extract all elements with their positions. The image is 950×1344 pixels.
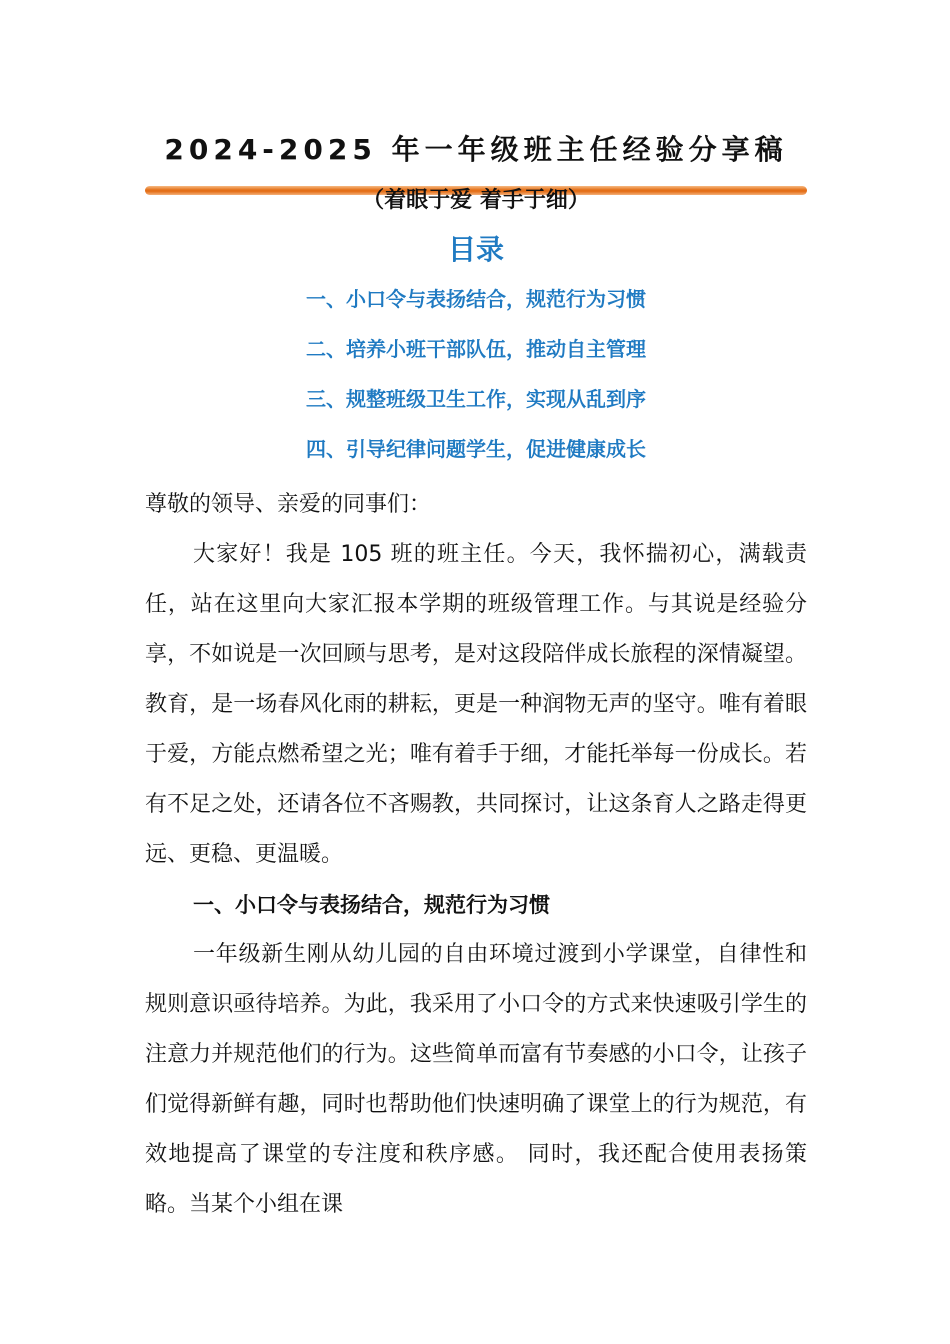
toc-item-1[interactable]: 一、小口令与表扬结合，规范行为习惯 [306,287,646,311]
document-body [145,480,807,1230]
toc-heading: 目录 [447,233,504,266]
document-subtitle: （着眼于爱 着手于细） [362,188,590,213]
toc-item-3[interactable]: 三、规整班级卫生工作，实现从乱到序 [306,387,646,411]
document-title: 2024-2025 年一年级班主任经验分享稿 [164,133,788,166]
section-1-paragraph: 一年级新生刚从幼儿园的自由环境过渡到小学课堂，自律性和规则意识亟待培养。为此，我采用了小口令的方式来快速吸引学生的注意力并规范他们的行为。这些简单而富有节奏感的小口令，让孩子们觉得新鲜有趣，同时也帮助他们快速明确了课堂上的行为规范，有效地提高了课堂的专注度和秩序感。 同时，我还配合使用表扬策略。当某个小组在课 [145,942,807,1217]
intro-paragraph: 大家好！我是 105 班的班主任。今天，我怀揣初心，满载责任，站在这里向大家汇报本学期的班级管理工作。与其说是经验分享，不如说是一次回顾与思考，是对这段陪伴成长旅程的深情凝望。教育，是一场春风化雨的耕耘，更是一种润物无声的坚守。唯有着眼于爱，方能点燃希望之光；唯有着手于细，才能托举每一份成长。若有不足之处，还请各位不吝赐教，共同探讨，让这条育人之路走得更远、更稳、更温暖。 [145,542,807,867]
table-of-contents [145,282,807,482]
greeting: 尊敬的领导、亲爱的同事们： [145,492,432,517]
toc-item-2[interactable]: 二、培养小班干部队伍，推动自主管理 [306,337,646,361]
toc-item-4[interactable]: 四、引导纪律问题学生，促进健康成长 [306,437,646,461]
section-1-heading: 一、小口令与表扬结合，规范行为习惯 [193,893,550,917]
